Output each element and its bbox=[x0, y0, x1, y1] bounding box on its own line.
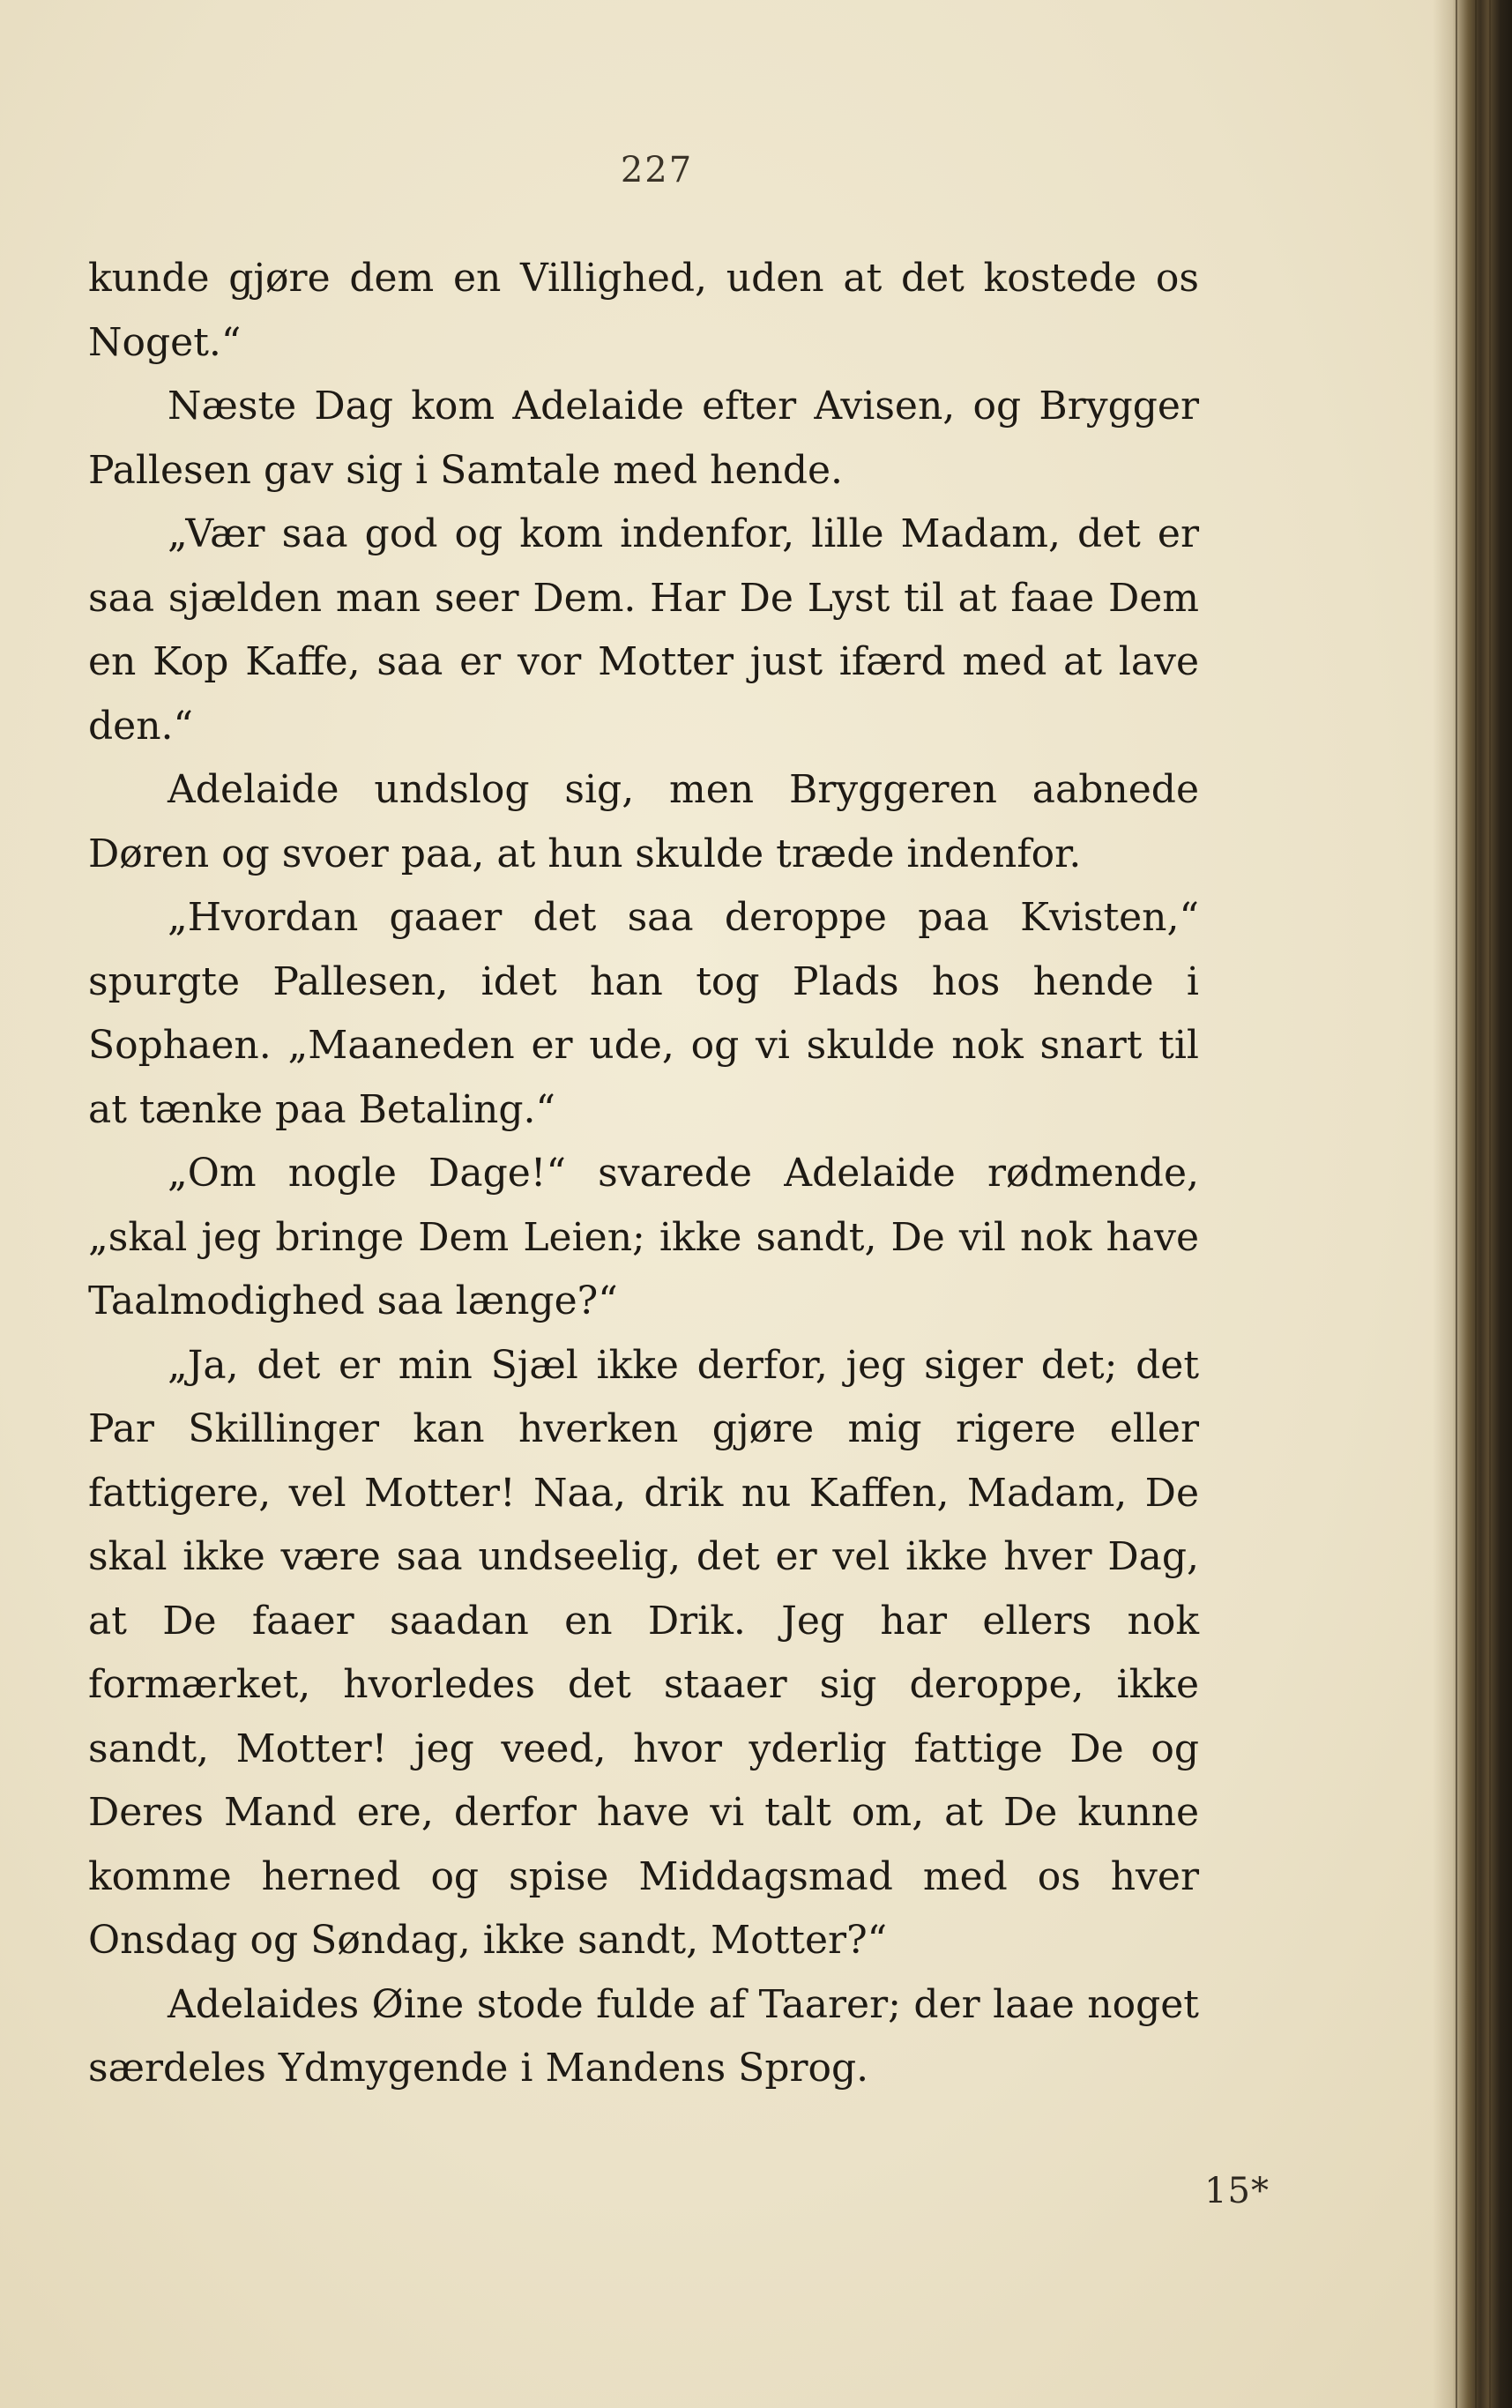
page-number: 227 bbox=[620, 150, 694, 190]
paragraph: „Om nogle Dage!“ svarede Adelaide rødmende, „skal jeg bringe Dem Leien; ikke sandt, De vil nok have Taalmodighed saa længe?“ bbox=[88, 1151, 1199, 1323]
paragraph: Adelaide undslog sig, men Bryggeren aabnede Døren og svoer paa, at hun skulde træde indenfor. bbox=[88, 767, 1199, 876]
book-binding-gutter bbox=[1433, 0, 1512, 2408]
paragraph: Næste Dag kom Adelaide efter Avisen, og Brygger Pallesen gav sig i Samtale med hende. bbox=[88, 384, 1199, 493]
gutter-shadow-line bbox=[1456, 0, 1457, 2408]
paragraph: kunde gjøre dem en Villighed, uden at det kostede os Noget.“ bbox=[88, 256, 1199, 365]
body-text bbox=[88, 247, 1199, 2101]
paragraph: „Hvordan gaaer det saa deroppe paa Kvisten,“ spurgte Pallesen, idet han tog Plads hos hende i Sophaen. „Maaneden er ude, og vi skulde nok snart til at tænke paa Betaling.“ bbox=[88, 895, 1199, 1132]
printer-signature-mark: 15* bbox=[1204, 2171, 1270, 2211]
paragraph: „Ja, det er min Sjæl ikke derfor, jeg siger det; det Par Skillinger kan hverken gjøre mig rigere eller fattigere, vel Motter! Naa, drik nu Kaffen, Madam, De skal ikke være saa undseelig, det er vel ikke hver Dag, at De faaer saadan en Drik. Jeg har ellers nok formærket, hvorledes det staaer sig deroppe, ikke sandt, Motter! jeg veed, hvor yderlig fattige De og Deres Mand ere, derfor have vi talt om, at De kunne komme herned og spise Middagsmad med os hver Onsdag og Søndag, ikke sandt, Motter?“ bbox=[88, 1342, 1199, 1963]
gutter-shadow-line bbox=[1475, 0, 1477, 2408]
paragraph: „Vær saa god og kom indenfor, lille Madam, det er saa sjælden man seer Dem. Har De Lyst til at faae Dem en Kop Kaffe, saa er vor Motter just ifærd med at lave den.“ bbox=[88, 511, 1199, 749]
paragraph: Adelaides Øine stode fulde af Taarer; der laae noget særdeles Ydmygende i Mandens Sprog. bbox=[88, 1981, 1199, 2091]
gutter-shadow-line bbox=[1489, 0, 1491, 2408]
